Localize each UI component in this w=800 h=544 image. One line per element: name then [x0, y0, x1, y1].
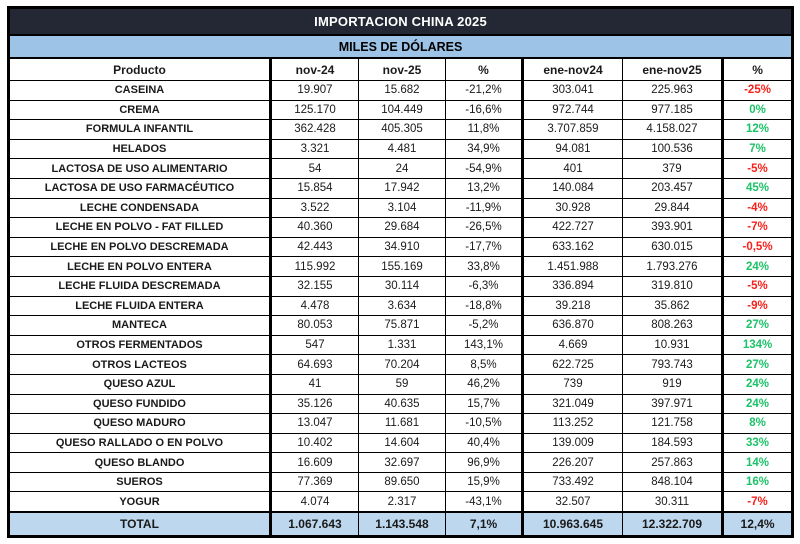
- nov25-cell: 11.681: [359, 414, 446, 434]
- ene-nov25-cell: 977.185: [623, 100, 723, 120]
- year-pct-cell: 134%: [723, 335, 793, 355]
- ene-nov24-cell: 739: [523, 374, 623, 394]
- ene-nov25-cell: 793.743: [623, 355, 723, 375]
- nov24-cell: 77.369: [271, 472, 359, 492]
- column-header-producto: Producto: [9, 58, 271, 81]
- month-pct-cell: -10,5%: [446, 414, 523, 434]
- product-cell: OTROS FERMENTADOS: [9, 335, 271, 355]
- ene-nov25-cell: 184.593: [623, 433, 723, 453]
- nov24-cell: 13.047: [271, 414, 359, 434]
- ene-nov25-cell: 10.931: [623, 335, 723, 355]
- ene-nov25-cell: 848.104: [623, 472, 723, 492]
- table-row: [9, 159, 793, 179]
- year-pct-cell: 24%: [723, 257, 793, 277]
- year-pct-cell: -5%: [723, 159, 793, 179]
- ene-nov24-cell: 336.894: [523, 276, 623, 296]
- ene-nov24-cell: 422.727: [523, 218, 623, 238]
- nov24-cell: 32.155: [271, 276, 359, 296]
- nov24-cell: 15.854: [271, 178, 359, 198]
- year-pct-cell: 8%: [723, 414, 793, 434]
- month-pct-cell: 34,9%: [446, 139, 523, 159]
- table-row: [9, 492, 793, 512]
- nov25-cell: 17.942: [359, 178, 446, 198]
- ene-nov24-cell: 32.507: [523, 492, 623, 512]
- product-cell: LECHE EN POLVO - FAT FILLED: [9, 218, 271, 238]
- year-pct-cell: 24%: [723, 374, 793, 394]
- nov24-cell: 80.053: [271, 316, 359, 336]
- nov25-cell: 3.104: [359, 198, 446, 218]
- month-pct-cell: 11,8%: [446, 120, 523, 140]
- nov24-cell: 3.522: [271, 198, 359, 218]
- product-cell: MANTECA: [9, 316, 271, 336]
- month-pct-cell: -16,6%: [446, 100, 523, 120]
- nov25-cell: 24: [359, 159, 446, 179]
- nov24-cell: 362.428: [271, 120, 359, 140]
- nov25-cell: 15.682: [359, 81, 446, 101]
- month-pct-cell: 46,2%: [446, 374, 523, 394]
- ene-nov24-cell: 140.084: [523, 178, 623, 198]
- nov24-cell: 41: [271, 374, 359, 394]
- product-cell: CASEINA: [9, 81, 271, 101]
- year-pct-cell: 12%: [723, 120, 793, 140]
- nov25-cell: 155.169: [359, 257, 446, 277]
- year-pct-cell: 16%: [723, 472, 793, 492]
- year-pct-cell: 24%: [723, 394, 793, 414]
- month-pct-cell: 40,4%: [446, 433, 523, 453]
- ene-nov25-cell: 29.844: [623, 198, 723, 218]
- ene-nov24-cell: 303.041: [523, 81, 623, 101]
- table-row: [9, 394, 793, 414]
- table-row: [9, 276, 793, 296]
- nov25-cell: 34.910: [359, 237, 446, 257]
- ene-nov24-cell: 633.162: [523, 237, 623, 257]
- product-cell: OTROS LACTEOS: [9, 355, 271, 375]
- ene-nov25-cell: 100.536: [623, 139, 723, 159]
- nov25-cell: 1.143.548: [359, 512, 446, 537]
- product-cell: TOTAL: [9, 512, 271, 537]
- product-cell: SUEROS: [9, 472, 271, 492]
- month-pct-cell: -26,5%: [446, 218, 523, 238]
- table-row: [9, 472, 793, 492]
- column-header-row: [9, 58, 793, 81]
- ene-nov25-cell: 808.263: [623, 316, 723, 336]
- ene-nov25-cell: 1.793.276: [623, 257, 723, 277]
- month-pct-cell: -21,2%: [446, 81, 523, 101]
- table-row: [9, 335, 793, 355]
- nov25-cell: 32.697: [359, 453, 446, 473]
- product-cell: LECHE FLUIDA DESCREMADA: [9, 276, 271, 296]
- product-cell: QUESO FUNDIDO: [9, 394, 271, 414]
- month-pct-cell: 7,1%: [446, 512, 523, 537]
- table-row: [9, 433, 793, 453]
- month-pct-cell: 8,5%: [446, 355, 523, 375]
- month-pct-cell: 143,1%: [446, 335, 523, 355]
- ene-nov24-cell: 139.009: [523, 433, 623, 453]
- ene-nov25-cell: 257.863: [623, 453, 723, 473]
- product-cell: CREMA: [9, 100, 271, 120]
- month-pct-cell: -6,3%: [446, 276, 523, 296]
- nov25-cell: 405.305: [359, 120, 446, 140]
- ene-nov25-cell: 919: [623, 374, 723, 394]
- year-pct-cell: 33%: [723, 433, 793, 453]
- nov24-cell: 4.074: [271, 492, 359, 512]
- ene-nov24-cell: 321.049: [523, 394, 623, 414]
- ene-nov25-cell: 393.901: [623, 218, 723, 238]
- product-cell: QUESO AZUL: [9, 374, 271, 394]
- month-pct-cell: 96,9%: [446, 453, 523, 473]
- nov24-cell: 35.126: [271, 394, 359, 414]
- table-row: [9, 453, 793, 473]
- year-pct-cell: -7%: [723, 218, 793, 238]
- month-pct-cell: -18,8%: [446, 296, 523, 316]
- ene-nov25-cell: 35.862: [623, 296, 723, 316]
- nov24-cell: 42.443: [271, 237, 359, 257]
- year-pct-cell: -7%: [723, 492, 793, 512]
- table-subtitle-row: [9, 35, 793, 58]
- ene-nov24-cell: 94.081: [523, 139, 623, 159]
- column-header-nov24: nov-24: [271, 58, 359, 81]
- product-cell: LACTOSA DE USO FARMACÉUTICO: [9, 178, 271, 198]
- ene-nov24-cell: 4.669: [523, 335, 623, 355]
- ene-nov24-cell: 636.870: [523, 316, 623, 336]
- nov25-cell: 3.634: [359, 296, 446, 316]
- ene-nov25-cell: 397.971: [623, 394, 723, 414]
- nov25-cell: 89.650: [359, 472, 446, 492]
- month-pct-cell: -17,7%: [446, 237, 523, 257]
- ene-nov25-cell: 12.322.709: [623, 512, 723, 537]
- ene-nov25-cell: 319.810: [623, 276, 723, 296]
- product-cell: HELADOS: [9, 139, 271, 159]
- nov24-cell: 547: [271, 335, 359, 355]
- nov25-cell: 59: [359, 374, 446, 394]
- ene-nov24-cell: 10.963.645: [523, 512, 623, 537]
- nov24-cell: 54: [271, 159, 359, 179]
- month-pct-cell: 15,7%: [446, 394, 523, 414]
- ene-nov24-cell: 30.928: [523, 198, 623, 218]
- table-row: [9, 414, 793, 434]
- year-pct-cell: -25%: [723, 81, 793, 101]
- nov24-cell: 1.067.643: [271, 512, 359, 537]
- ene-nov25-cell: 4.158.027: [623, 120, 723, 140]
- nov25-cell: 4.481: [359, 139, 446, 159]
- nov24-cell: 4.478: [271, 296, 359, 316]
- ene-nov25-cell: 225.963: [623, 81, 723, 101]
- column-header-pct-month: %: [446, 58, 523, 81]
- nov24-cell: 16.609: [271, 453, 359, 473]
- nov25-cell: 70.204: [359, 355, 446, 375]
- table-row: [9, 257, 793, 277]
- month-pct-cell: 15,9%: [446, 472, 523, 492]
- table-row: [9, 198, 793, 218]
- nov24-cell: 64.693: [271, 355, 359, 375]
- product-cell: LACTOSA DE USO ALIMENTARIO: [9, 159, 271, 179]
- total-row: [9, 512, 793, 537]
- nov24-cell: 40.360: [271, 218, 359, 238]
- table-row: [9, 139, 793, 159]
- month-pct-cell: -11,9%: [446, 198, 523, 218]
- product-cell: LECHE CONDENSADA: [9, 198, 271, 218]
- import-table: [7, 6, 794, 538]
- table-title: IMPORTACION CHINA 2025: [9, 8, 793, 36]
- year-pct-cell: -5%: [723, 276, 793, 296]
- product-cell: FORMULA INFANTIL: [9, 120, 271, 140]
- table-subtitle: MILES DE DÓLARES: [9, 35, 793, 58]
- table-row: [9, 81, 793, 101]
- table-title-row: [9, 8, 793, 36]
- ene-nov24-cell: 3.707.859: [523, 120, 623, 140]
- year-pct-cell: 45%: [723, 178, 793, 198]
- product-cell: LECHE FLUIDA ENTERA: [9, 296, 271, 316]
- table-row: [9, 100, 793, 120]
- ene-nov24-cell: 39.218: [523, 296, 623, 316]
- product-cell: YOGUR: [9, 492, 271, 512]
- column-header-nov25: nov-25: [359, 58, 446, 81]
- ene-nov25-cell: 379: [623, 159, 723, 179]
- product-cell: LECHE EN POLVO ENTERA: [9, 257, 271, 277]
- table-row: [9, 296, 793, 316]
- product-cell: LECHE EN POLVO DESCREMADA: [9, 237, 271, 257]
- year-pct-cell: -0,5%: [723, 237, 793, 257]
- month-pct-cell: 33,8%: [446, 257, 523, 277]
- ene-nov25-cell: 630.015: [623, 237, 723, 257]
- ene-nov25-cell: 121.758: [623, 414, 723, 434]
- column-header-ene-nov24: ene-nov24: [523, 58, 623, 81]
- nov25-cell: 1.331: [359, 335, 446, 355]
- year-pct-cell: 27%: [723, 316, 793, 336]
- year-pct-cell: 12,4%: [723, 512, 793, 537]
- ene-nov24-cell: 113.252: [523, 414, 623, 434]
- year-pct-cell: -4%: [723, 198, 793, 218]
- year-pct-cell: -9%: [723, 296, 793, 316]
- month-pct-cell: -54,9%: [446, 159, 523, 179]
- month-pct-cell: -43,1%: [446, 492, 523, 512]
- column-header-ene-nov25: ene-nov25: [623, 58, 723, 81]
- nov25-cell: 30.114: [359, 276, 446, 296]
- table-row: [9, 355, 793, 375]
- nov24-cell: 19.907: [271, 81, 359, 101]
- ene-nov24-cell: 401: [523, 159, 623, 179]
- nov25-cell: 29.684: [359, 218, 446, 238]
- table-row: [9, 237, 793, 257]
- product-cell: QUESO BLANDO: [9, 453, 271, 473]
- nov24-cell: 3.321: [271, 139, 359, 159]
- year-pct-cell: 27%: [723, 355, 793, 375]
- table-row: [9, 218, 793, 238]
- nov25-cell: 40.635: [359, 394, 446, 414]
- ene-nov24-cell: 1.451.988: [523, 257, 623, 277]
- nov25-cell: 14.604: [359, 433, 446, 453]
- nov24-cell: 115.992: [271, 257, 359, 277]
- column-header-pct-year: %: [723, 58, 793, 81]
- nov24-cell: 10.402: [271, 433, 359, 453]
- ene-nov24-cell: 972.744: [523, 100, 623, 120]
- nov24-cell: 125.170: [271, 100, 359, 120]
- nov25-cell: 104.449: [359, 100, 446, 120]
- month-pct-cell: 13,2%: [446, 178, 523, 198]
- table-row: [9, 120, 793, 140]
- product-cell: QUESO RALLADO O EN POLVO: [9, 433, 271, 453]
- table-row: [9, 316, 793, 336]
- ene-nov24-cell: 226.207: [523, 453, 623, 473]
- product-cell: QUESO MADURO: [9, 414, 271, 434]
- year-pct-cell: 0%: [723, 100, 793, 120]
- year-pct-cell: 14%: [723, 453, 793, 473]
- ene-nov25-cell: 30.311: [623, 492, 723, 512]
- ene-nov24-cell: 622.725: [523, 355, 623, 375]
- ene-nov25-cell: 203.457: [623, 178, 723, 198]
- year-pct-cell: 7%: [723, 139, 793, 159]
- month-pct-cell: -5,2%: [446, 316, 523, 336]
- table-row: [9, 374, 793, 394]
- table-row: [9, 178, 793, 198]
- ene-nov24-cell: 733.492: [523, 472, 623, 492]
- nov25-cell: 75.871: [359, 316, 446, 336]
- nov25-cell: 2.317: [359, 492, 446, 512]
